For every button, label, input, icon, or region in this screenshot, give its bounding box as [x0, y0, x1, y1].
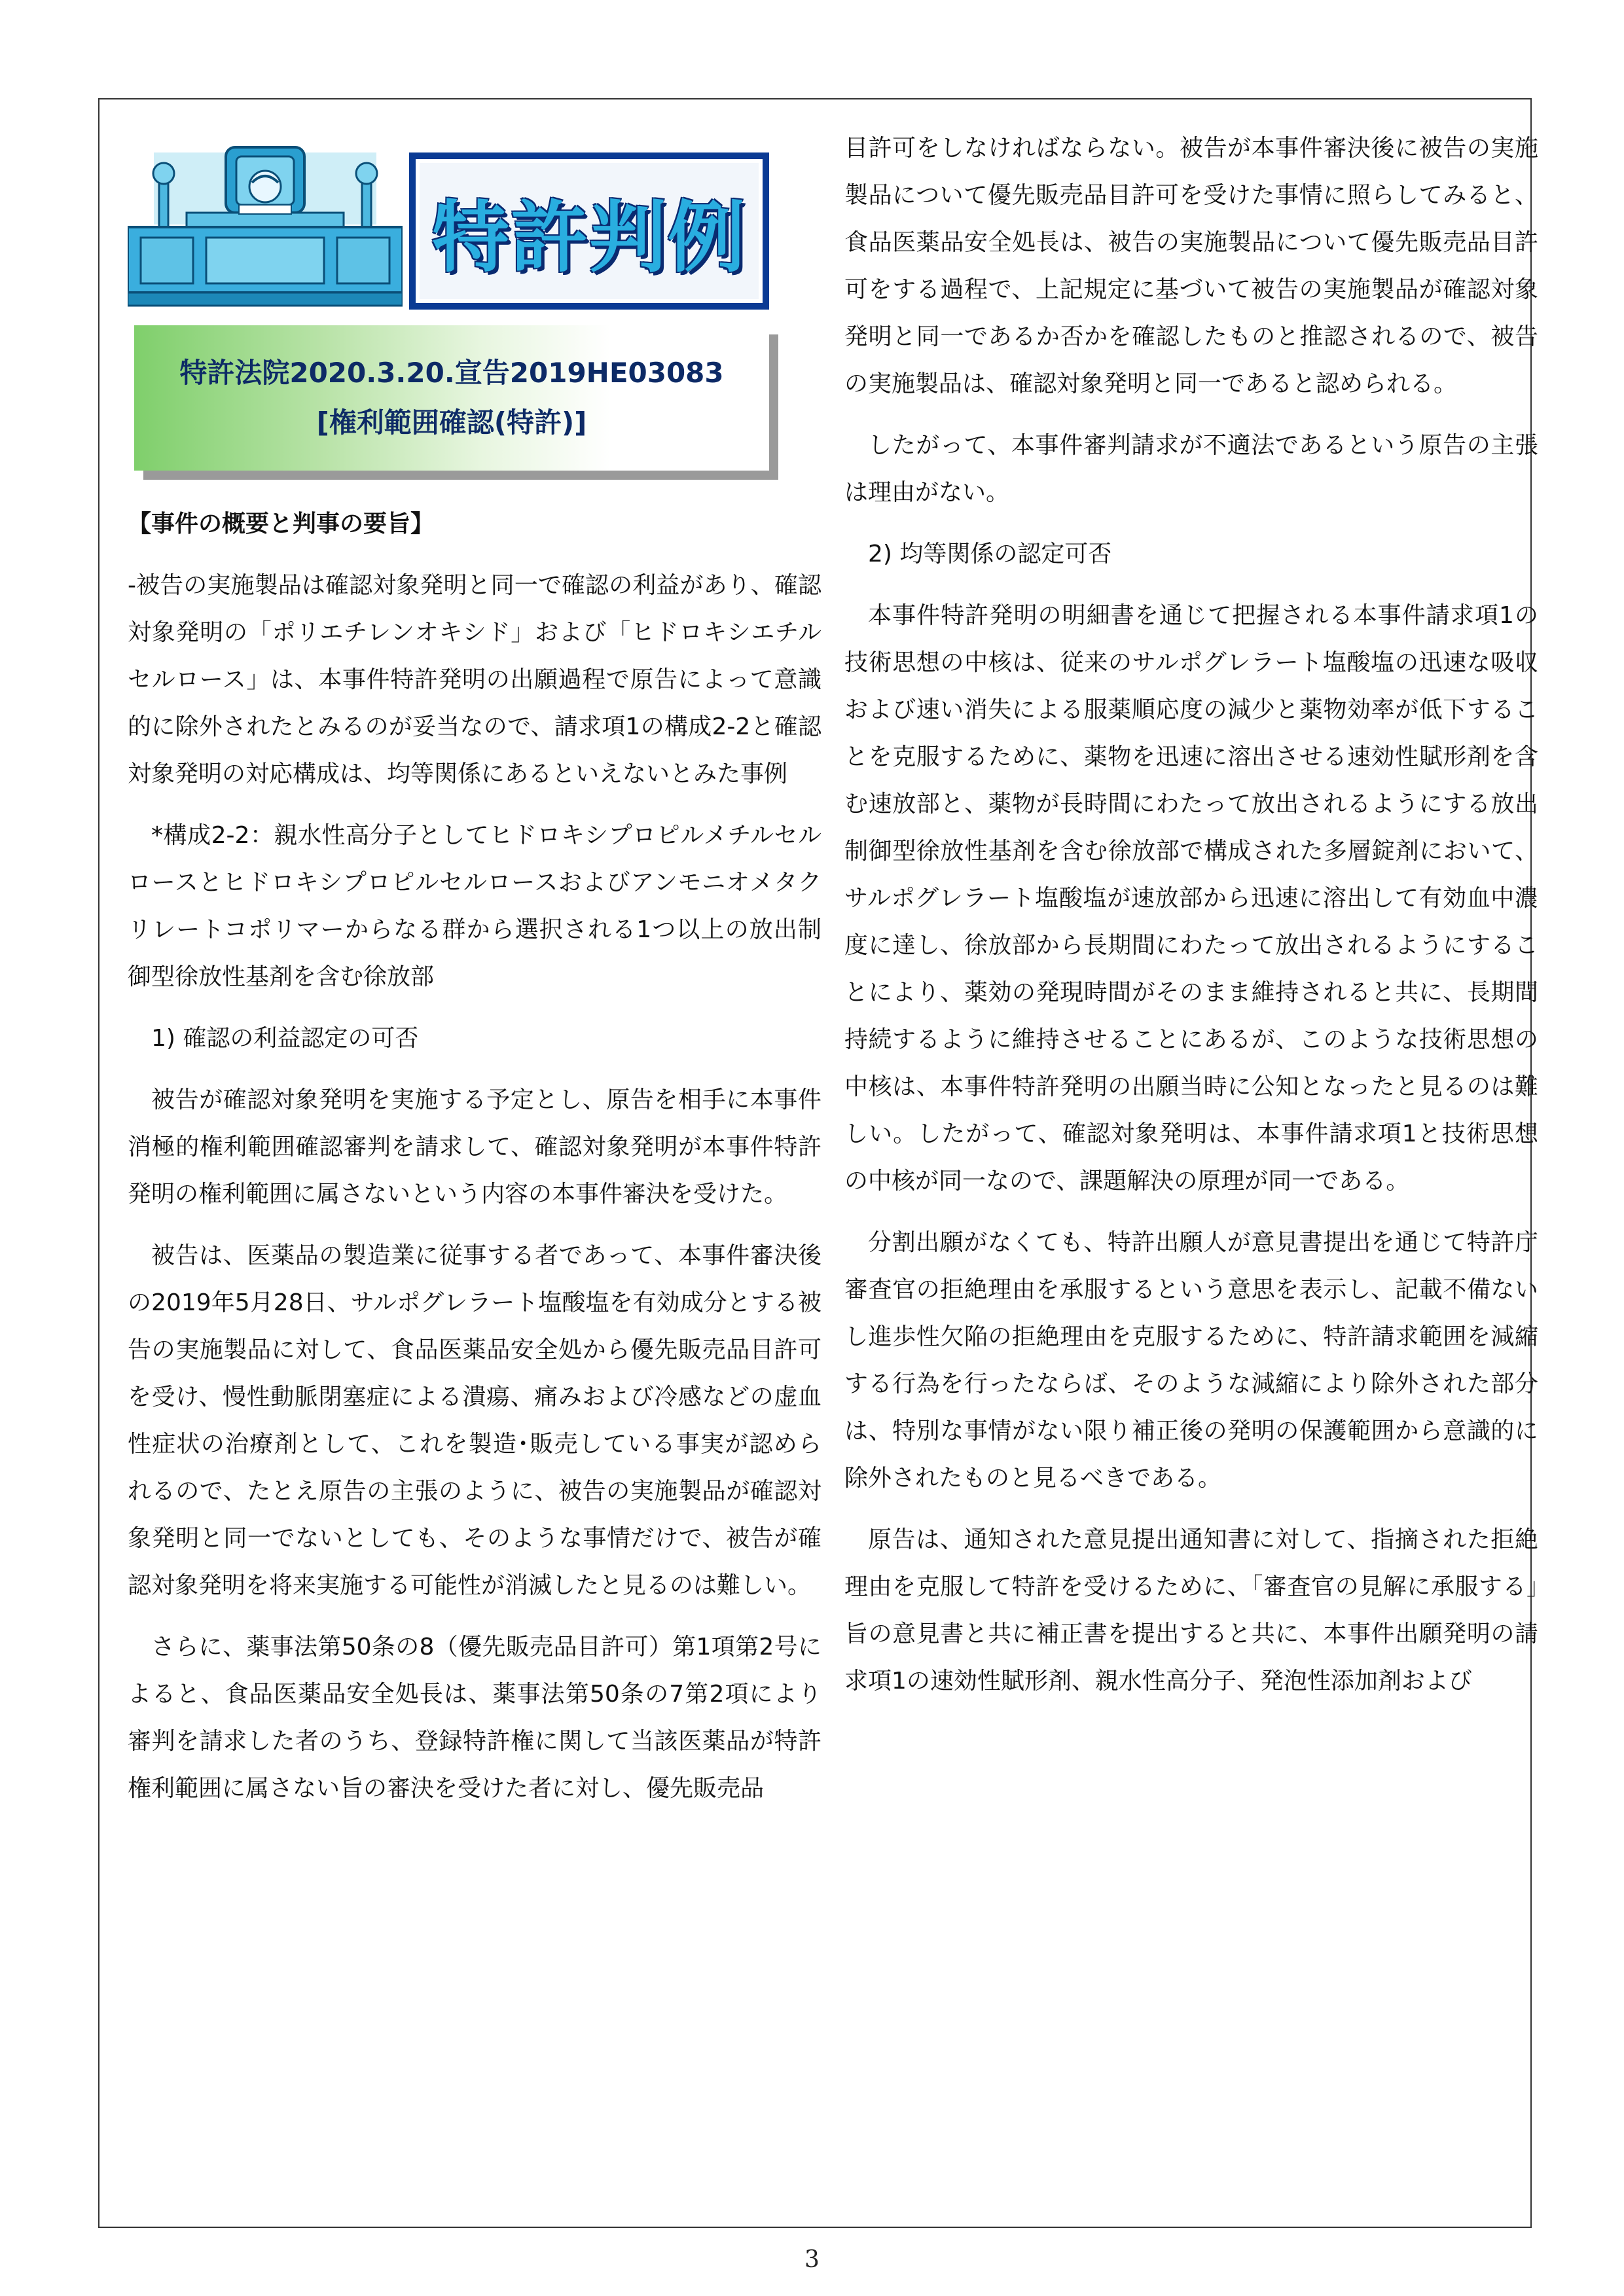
body-paragraph: 原告は、通知された意見提出通知書に対して、指摘された拒絶理由を克服して特許を受けるために、「審査官の見解に承服する」旨の意見書と共に補正書を提出すると共に、本事件出願発明の請求項1の速効性賦形剤、親水性高分子、発泡性添加剤および — [844, 1526, 1538, 1695]
case-number: 特許法院2020.3.20.宣告2019HE03083 — [179, 357, 724, 389]
case-info-box — [134, 325, 769, 471]
header-banner — [128, 139, 782, 310]
footnote-paragraph: *構成2-2：親水性高分子としてヒドロキシプロピルメチルセルロースとヒドロキシプロピルセルロースおよびアンモニオメタクリレートコポリマーからなる群から選択される1つ以上の放出制御型徐放性基剤を含む徐放部 — [128, 822, 821, 990]
title-box — [409, 152, 769, 310]
section-heading: 【事件の概要と判事の要旨】 — [128, 511, 435, 537]
title-inner — [416, 159, 763, 303]
body-paragraph: 目許可をしなければならない。被告が本事件審決後に被告の実施製品について優先販売品目許可を受けた事情に照らしてみると、食品医薬品安全処長は、被告の実施製品について優先販売品目許可をする過程で、上記規定に基づいて被告の実施製品が確認対象発明と同一であるか否かを確認したものと推認されるので、被告の実施製品は、確認対象発明と同一であると認められる。 — [844, 135, 1538, 397]
left-column — [128, 501, 821, 1812]
page-number: 3 — [804, 2246, 820, 2273]
body-paragraph: 被告は、医薬品の製造業に従事する者であって、本事件審決後の2019年5月28日、サルポグレラート塩酸塩を有効成分とする被告の実施製品に対して、食品医薬品安全処から優先販売品目許可を受け、慢性動脈閉塞症による潰瘍、痛みおよび冷感などの虚血性症状の治療剤として、これを製造･販売している事実が認められるので、たとえ原告の主張のように、被告の実施製品が確認対象発明と同一でないとしても、そのような事情だけで、被告が確認対象発明を将来実施する可能性が消滅したと見るのは難しい。 — [128, 1242, 821, 1599]
body-paragraph: したがって、本事件審判請求が不適法であるという原告の主張は理由がない。 — [844, 432, 1538, 506]
subheading-1: 1) 確認の利益認定の可否 — [151, 1025, 419, 1052]
courtroom-judge-icon — [128, 139, 403, 310]
summary-paragraph: -被告の実施製品は確認対象発明と同一で確認の利益があり、確認対象発明の「ポリエチレンオキシド」および「ヒドロキシエチルセルロース」は、本事件特許発明の出願過程で原告によって意識的に除外されたとみるのが妥当なので、請求項1の構成2-2と確認対象発明の対応構成は、均等関係にあるといえないとみた事例 — [128, 572, 821, 787]
case-type: [権利範囲確認(特許)] — [316, 406, 587, 439]
subheading-2: 2) 均等関係の認定可否 — [868, 541, 1112, 567]
right-column — [844, 125, 1538, 1705]
body-paragraph: さらに、薬事法第50条の8（優先販売品目許可）第1項第2号によると、食品医薬品安全処長は、薬事法第50条の7第2項により審判を請求した者のうち、登録特許権に関して当該医薬品が特許権利範囲に属さない旨の審決を受けた者に対し、優先販売品 — [128, 1634, 821, 1802]
body-paragraph: 本事件特許発明の明細書を通じて把握される本事件請求項1の技術思想の中核は、従来のサルポグレラート塩酸塩の迅速な吸収および速い消失による服薬順応度の減少と薬物効率が低下することを克服するために、薬物を迅速に溶出させる速効性賦形剤を含む速放部と、薬物が長時間にわたって放出されるようにする放出制御型徐放性基剤を含む徐放部で構成された多層錠剤において、サルポグレラート塩酸塩が速放部から迅速に溶出して有効血中濃度に達し、徐放部から長期間にわたって放出されるようにすることにより、薬効の発現時間がそのまま維持されると共に、長期間持続するように維持させることにあるが、このような技術思想の中核は、本事件特許発明の出願当時に公知となったと見るのは難しい。したがって、確認対象発明は、本事件請求項1と技術思想の中核が同一なので、課題解決の原理が同一である。 — [844, 602, 1538, 1194]
body-paragraph: 分割出願がなくても、特許出願人が意見書提出を通じて特許庁審査官の拒絶理由を承服するという意思を表示し、記載不備ないし進歩性欠陥の拒絶理由を克服するために、特許請求範囲を減縮する行為を行ったならば、そのような減縮により除外された部分は、特別な事情がない限り補正後の発明の保護範囲から意識的に除外されたものと見るべきである。 — [844, 1229, 1538, 1492]
page-title: 特許判例 — [431, 192, 746, 283]
body-paragraph: 被告が確認対象発明を実施する予定とし、原告を相手に本事件消極的権利範囲確認審判を請求して、確認対象発明が本事件特許発明の権利範囲に属さないという内容の本事件審決を受けた。 — [128, 1086, 821, 1208]
